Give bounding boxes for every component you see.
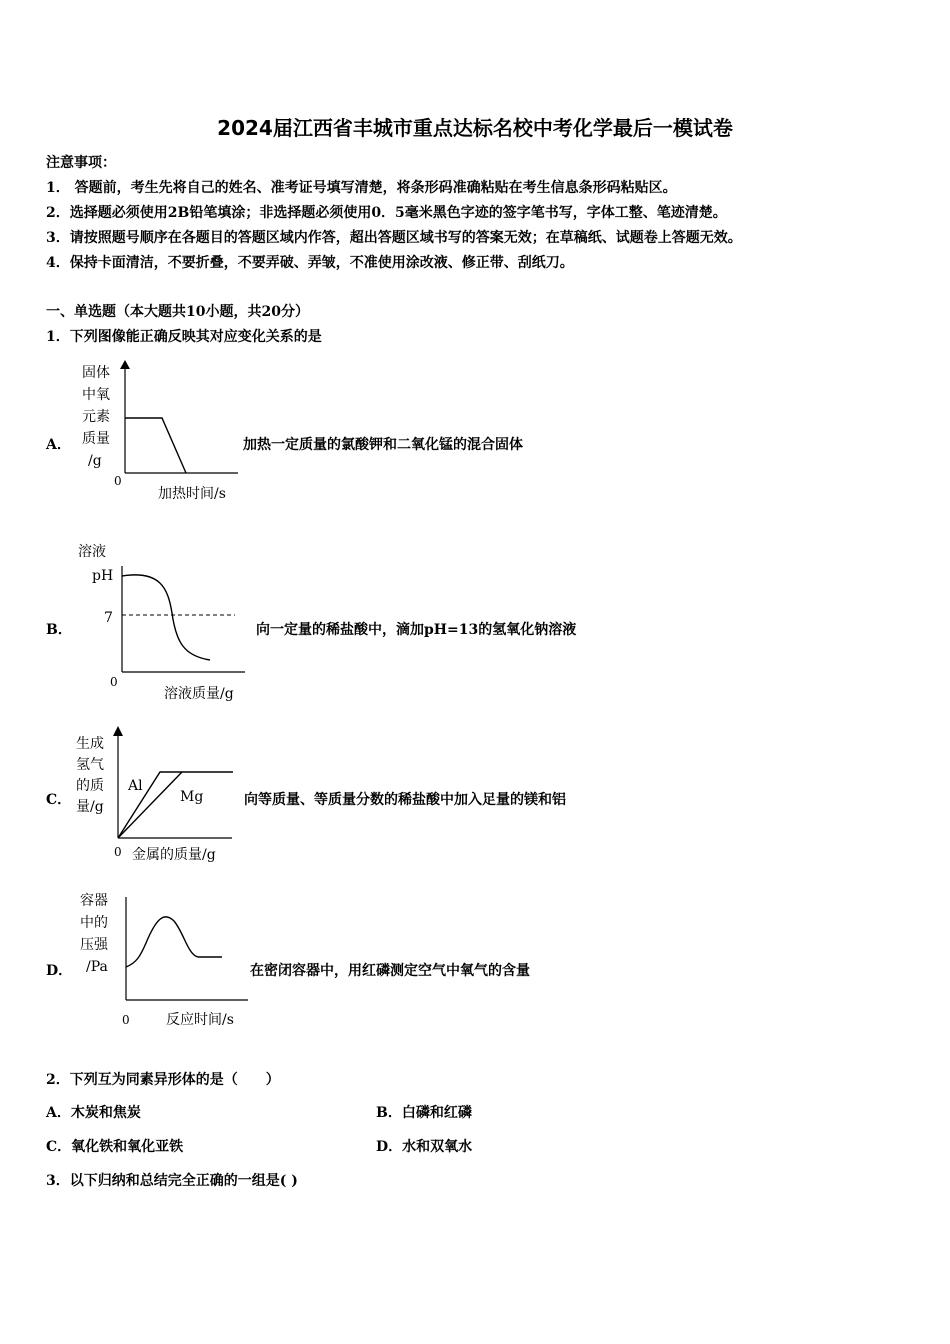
note-item-3: 3．请按照题号顺序在各题目的答题区域内作答，超出答题区域书写的答案无效；在草稿纸、试题卷上答题无效。 bbox=[46, 230, 742, 246]
graph-b-origin: 0 bbox=[110, 675, 118, 689]
graph-b-xlabel: 溶液质量/g bbox=[164, 686, 234, 702]
q1-option-a-desc: 加热一定质量的氯酸钾和二氧化锰的混合固体 bbox=[243, 437, 523, 453]
q2-option-d-letter: D． bbox=[376, 1139, 403, 1155]
graph-c-ylabel-2: 氢气 bbox=[76, 757, 104, 773]
graph-b-ylabel-1: 溶液 bbox=[78, 544, 106, 560]
question-2-stem: 2．下列互为同素异形体的是（ ） bbox=[46, 1072, 280, 1088]
notes-header: 注意事项： bbox=[46, 155, 116, 171]
graph-c-ylabel-4: 量/g bbox=[76, 799, 104, 815]
q2-option-c bbox=[46, 1136, 183, 1156]
graph-c-xlabel: 金属的质量/g bbox=[132, 847, 216, 863]
graph-a-curve bbox=[125, 418, 186, 473]
question-3-stem: 3．以下归纳和总结完全正确的一组是( ) bbox=[46, 1173, 298, 1189]
graph-c-y-arrow bbox=[113, 726, 123, 736]
graph-c-ylabel-1: 生成 bbox=[76, 736, 104, 752]
graph-d-xlabel: 反应时间/s bbox=[166, 1012, 234, 1028]
graph-a-ylabel-1: 固体 bbox=[82, 365, 110, 381]
q2-option-b-text: 白磷和红磷 bbox=[401, 1105, 472, 1121]
note-item-2: 2．选择题必须使用2B铅笔填涂；非选择题必须使用0．5毫米黑色字迹的签字笔书写，字体工整、笔迹清楚。 bbox=[46, 205, 727, 221]
graph-b-ylabel-2: pH bbox=[92, 568, 114, 584]
q2-option-c-letter: C． bbox=[46, 1139, 72, 1155]
q1-option-b-desc: 向一定量的稀盐酸中，滴加pH=13的氢氧化钠溶液 bbox=[256, 622, 577, 638]
note-item-1: 1． 答题前，考生先将自己的姓名、准考证号填写清楚，将条形码准确粘贴在考生信息条形码粘贴区。 bbox=[46, 180, 677, 196]
graph-a-ylabel-4: 质量 bbox=[82, 431, 110, 447]
q1-option-d-desc: 在密闭容器中，用红磷测定空气中氧气的含量 bbox=[250, 963, 530, 979]
q2-option-b-letter: B． bbox=[376, 1105, 402, 1121]
graph-c-origin: 0 bbox=[114, 845, 122, 859]
q1-option-a-letter: A． bbox=[46, 437, 71, 453]
q1-option-d-letter: D． bbox=[46, 963, 73, 979]
graph-c-al-label: Al bbox=[128, 778, 143, 794]
page-title: 2024届江西省丰城市重点达标名校中考化学最后一模试卷 bbox=[217, 116, 733, 140]
graph-a-y-arrow bbox=[120, 360, 130, 369]
q2-option-a-text: 木炭和焦炭 bbox=[70, 1105, 141, 1121]
graph-b-tick-7: 7 bbox=[104, 610, 113, 626]
q2-option-a-letter: A． bbox=[46, 1105, 71, 1121]
graph-b-curve bbox=[122, 575, 210, 660]
note-item-4: 4．保持卡面清洁，不要折叠，不要弄破、弄皱，不准使用涂改液、修正带、刮纸刀。 bbox=[46, 255, 574, 271]
graph-d-curve bbox=[126, 917, 222, 967]
graph-a-ylabel-3: 元素 bbox=[82, 409, 110, 425]
graph-a-ylabel-5: /g bbox=[88, 453, 102, 469]
q1-option-b-letter: B． bbox=[46, 622, 72, 638]
graph-d-ylabel-1: 容器 bbox=[80, 893, 108, 909]
q1-option-b-graph bbox=[70, 538, 260, 708]
q2-option-d-text: 水和双氧水 bbox=[402, 1139, 473, 1155]
question-1-stem: 1．下列图像能正确反映其对应变化关系的是 bbox=[46, 329, 322, 345]
section-heading: 一、单选题（本大题共10小题，共20分） bbox=[46, 304, 309, 320]
q1-option-a-graph bbox=[70, 355, 250, 505]
graph-a-xlabel: 加热时间/s bbox=[158, 486, 226, 502]
graph-d-ylabel-3: 压强 bbox=[80, 937, 108, 953]
graph-d-origin: 0 bbox=[122, 1013, 130, 1027]
q1-option-c-graph bbox=[70, 720, 260, 870]
graph-d-ylabel-4: /Pa bbox=[86, 959, 108, 975]
graph-c-mg-label: Mg bbox=[180, 789, 204, 805]
q2-option-b bbox=[376, 1102, 472, 1122]
graph-d-ylabel-2: 中的 bbox=[80, 915, 108, 931]
q2-option-a bbox=[46, 1102, 141, 1122]
graph-c-ylabel-3: 的质 bbox=[76, 778, 104, 794]
graph-a-ylabel-2: 中氧 bbox=[82, 387, 110, 403]
q1-option-c-letter: C． bbox=[46, 792, 72, 808]
q1-option-c-desc: 向等质量、等质量分数的稀盐酸中加入足量的镁和铝 bbox=[244, 792, 566, 808]
q1-option-d-graph bbox=[70, 885, 260, 1035]
q2-option-d bbox=[376, 1136, 472, 1156]
graph-a-origin: 0 bbox=[114, 474, 122, 488]
q2-option-c-text: 氧化铁和氧化亚铁 bbox=[71, 1139, 184, 1155]
